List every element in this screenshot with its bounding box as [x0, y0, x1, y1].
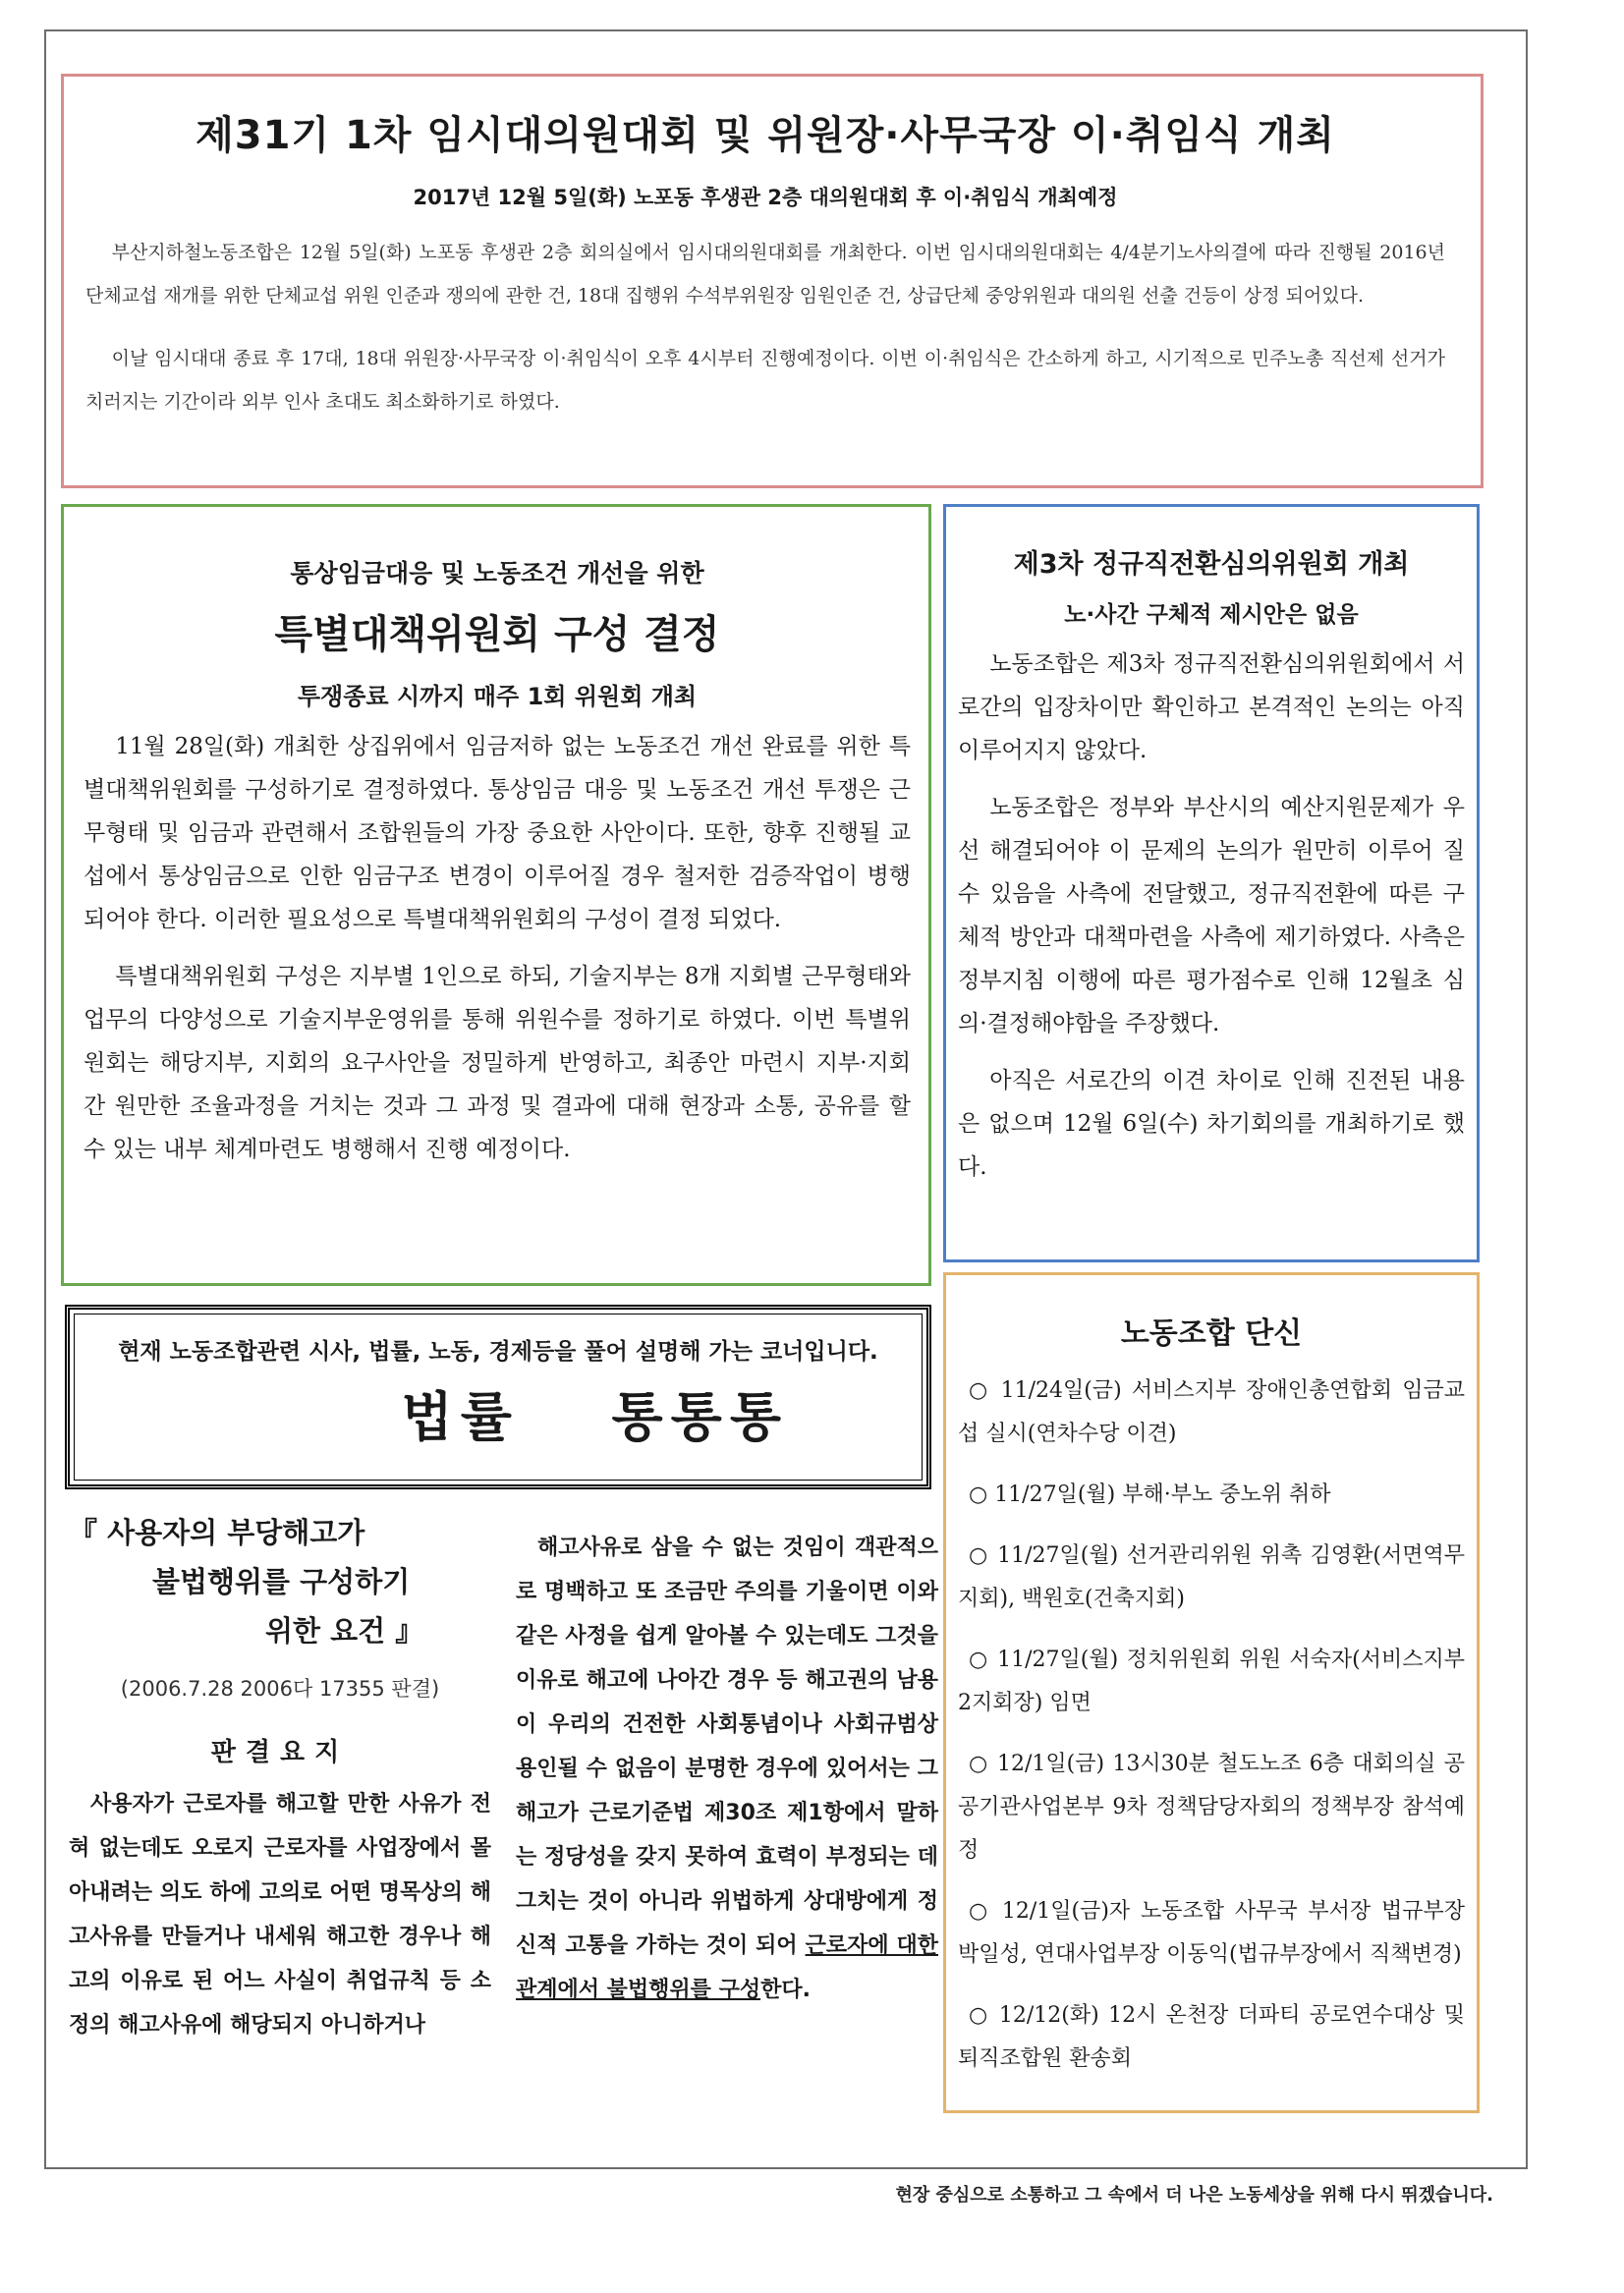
news-item: ○ 11/24일(금) 서비스지부 장애인총연합회 임금교섭 실시(연차수당 이견): [958, 1378, 1465, 1446]
law-right-body-text: 해고사유로 삼을 수 없는 것임이 객관적으로 명백하고 또 조금만 주의를 기울이면 이와 같은 사정을 쉽게 알아볼 수 있는데도 그것을 이유로 해고에 나아간 경우 등 해고권의 남용이 우리의 건전한 사회통념이나 사회규범상 용인될 수 없음이 분명한 경우에 있어서는 그 해고가 근로기준법 제30조 제1항에서 말하는 정당성을 갖지 못하여 효력이 부정되는 데 그치는 것이 아니라 위법하게 상대방에게 정신적 고통을 가하는 것이 되어: [516, 1536, 938, 1958]
mid-kicker: 통상임금대응 및 노동조건 개선을 위한: [290, 559, 704, 587]
law-right-column: [516, 1508, 938, 2117]
union-news-box: [943, 1272, 1480, 2113]
law-corner-banner: [65, 1305, 931, 1489]
corner-brand: [89, 1375, 907, 1451]
regular-conversion-article: [943, 504, 1480, 1262]
corner-intro: 현재 노동조합관련 시사, 법률, 노동, 경제등을 풀어 설명해 가는 코너입니다.: [118, 1339, 878, 1365]
top-article: [61, 74, 1484, 488]
special-committee-article: [61, 504, 931, 1286]
right1-paragraph-1: 노동조합은 제3차 정규직전환심의위원회에서 서로간의 입장차이만 확인하고 본격적인 논의는 아직 이루어지지 않았다.: [958, 651, 1465, 763]
law-left-body: 사용자가 근로자를 해고할 만한 사유가 전혀 없는데도 오로지 근로자를 사업장에서 몰아내려는 의도 하에 고의로 어떤 명목상의 해고사유를 만들거나 내세워 해고한 경우나 해고의 이유로 된 어느 사실이 취업규칙 등 소정의 해고사유에 해당되지 아니하거나: [69, 1792, 491, 2038]
mid-paragraph-1: 11월 28일(화) 개최한 상집위에서 임금저하 없는 노동조건 개선 완료를 위한 특별대책위원회를 구성하기로 결정하였다. 통상임금 대응 및 노동조건 개선 투쟁은 근무형태 및 임금과 관련해서 조합원들의 가장 중요한 사안이다. 또한, 향후 진행될 교섭에서 통상임금으로 인한 임금구조 변경이 이루어질 경우 철저한 검증작업이 병행되어야 한다. 이러한 필요성으로 특별대책위원회의 구성이 결정 되었다.: [84, 734, 911, 932]
right1-paragraph-3: 아직은 서로간의 이견 차이로 인해 진전된 내용은 없으며 12월 6일(수) 차기회의를 개최하기로 했다.: [958, 1068, 1465, 1180]
law-right-body-end: 한다.: [760, 1978, 811, 2002]
right1-subtitle: 노·사간 구체적 제시안은 없음: [1064, 602, 1359, 628]
case-title-line-2: 불법행위를 구성하기: [152, 1565, 411, 1598]
top-paragraph-1: 부산지하철노동조합은 12월 5일(화) 노포동 후생관 2층 회의실에서 임시대의원대회를 개최한다. 이번 임시대의원대회는 4/4분기노사의결에 따라 진행될 2016년 단체교섭 재개를 위한 단체교섭 위원 인준과 쟁의에 관한 건, 18대 집행위 수석부위원장 임원인준 건, 상급단체 중앙위원과 대의원 선출 건등이 상정 되어있다.: [85, 242, 1445, 307]
law-left-column: [69, 1508, 491, 2117]
law-right-body: [516, 1526, 938, 2012]
mid-subtitle: 투쟁종료 시까지 매주 1회 위원회 개최: [297, 683, 698, 710]
ruling-gist-heading: 판결요지: [210, 1738, 350, 1767]
case-reference: (2006.7.28 2006다 17355 판결): [120, 1677, 440, 1701]
case-title-line-3: 위한 요건 』: [265, 1614, 424, 1648]
news-item: ○ 12/1일(금) 13시30분 철도노조 6층 대회의실 공공기관사업본부 9차 정책담당자회의 정책부장 참석예정: [958, 1752, 1465, 1863]
news-item: ○ 12/12(화) 12시 온천장 더파티 공로연수대상 및 퇴직조합원 환송회: [958, 2003, 1465, 2071]
news-item: ○ 11/27일(월) 부해·부노 중노위 취하: [969, 1482, 1331, 1507]
footer-slogan: 현장 중심으로 소통하고 그 속에서 더 나은 노동세상을 위해 다시 뛰겠습니다.: [895, 2185, 1493, 2206]
top-paragraph-2: 이날 임시대대 종료 후 17대, 18대 위원장·사무국장 이·취임식이 오후 4시부터 진행예정이다. 이번 이·취임식은 간소하게 하고, 시기적으로 민주노총 직선제 선거가 치러지는 기간이라 외부 인사 초대도 최소화하기로 하였다.: [85, 348, 1445, 413]
right1-headline: 제3차 정규직전환심의위원회 개최: [1013, 549, 1410, 580]
mid-headline: 특별대책위원회 구성 결정: [274, 612, 720, 657]
news-item: ○ 12/1일(금)자 노동조합 사무국 부서장 법규부장 박일성, 연대사업부장 이동익(법규부장에서 직책변경): [958, 1899, 1465, 1967]
news-item: ○ 11/27일(월) 정치위원회 위원 서숙자(서비스지부 2지회장) 임면: [958, 1648, 1465, 1715]
news-item: ○ 11/27일(월) 선거관리위원 위촉 김영환(서면역무지회), 백원호(건축지회): [958, 1543, 1465, 1611]
top-subtitle: 2017년 12월 5일(화) 노포동 후생관 2층 대의원대회 후 이·취임식 개최예정: [413, 186, 1118, 209]
brand-law: 법률: [401, 1386, 520, 1448]
right1-paragraph-2: 노동조합은 정부와 부산시의 예산지원문제가 우선 해결되어야 이 문제의 논의가 원만히 이루어 질 수 있음을 사측에 전달했고, 정규직전환에 따른 구체적 방안과 대책마련을 사측에 제기하였다. 사측은 정부지침 이행에 따른 평가점수로 인해 12월초 심의·결정해야함을 주장했다.: [958, 795, 1465, 1036]
news-list: [958, 1370, 1465, 2081]
law-right-body-underlined: 근로자에 대한 관계에서 불법행위를 구성: [516, 1933, 938, 2002]
top-title: 제31기 1차 임시대의원대회 및 위원장·사무국장 이·취임식 개최: [196, 113, 1335, 158]
mid-paragraph-2: 특별대책위원회 구성은 지부별 1인으로 하되, 기술지부는 8개 지회별 근무형태와 업무의 다양성으로 기술지부운영위를 통해 위원수를 정하기로 하였다. 이번 특별위원회는 해당지부, 지회의 요구사안을 정밀하게 반영하고, 최종안 마련시 지부·지회 간 원만한 조율과정을 거치는 것과 그 과정 및 결과에 대해 현장과 소통, 공유를 할 수 있는 내부 체계마련도 병행해서 진행 예정이다.: [84, 964, 911, 1162]
case-title-line-1: 『 사용자의 부당해고가: [69, 1516, 365, 1549]
news-headline: 노동조합 단신: [1120, 1316, 1303, 1351]
brand-tongtong: 통통통: [611, 1386, 789, 1448]
